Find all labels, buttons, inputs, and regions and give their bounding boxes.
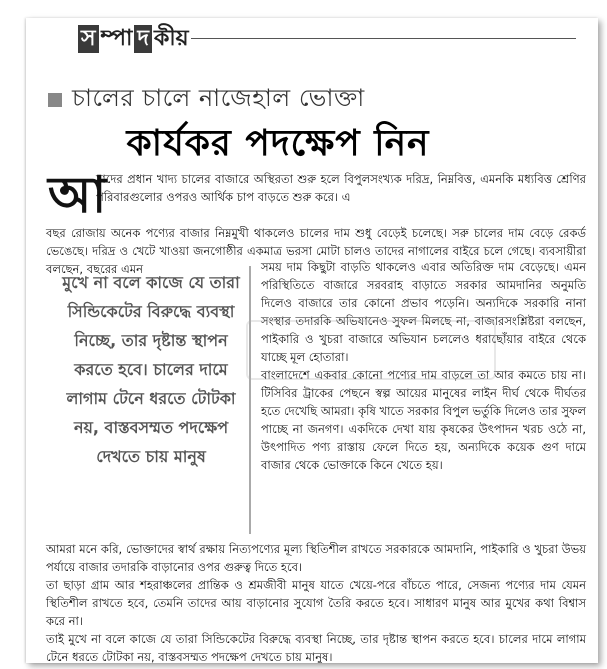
paragraph-4: আমরা মনে করি, ভোক্তাদের স্বার্থ রক্ষায় নিত্যপণ্যের মূল্য স্থিতিশীল রাখতে সরকারকে আমদানি, পাইকারি ও খুচরা উভয় পর্যায়ে বাজার তদারকি বাড়ানোর ওপর গুরুত্ব দিতে হবে।	[46, 542, 586, 574]
dropcap: আ	[48, 166, 107, 224]
section-header-part: কীয়	[153, 26, 189, 51]
editorial-page	[26, 18, 598, 663]
pull-quote-rule	[249, 266, 251, 534]
pull-quote: মুখে না বলে কাজে যে তারা সিন্ডিকেটের বিরুদ্ধে ব্যবস্থা নিচ্ছে, তার দৃষ্টান্ত স্থাপন করতে হবে। চালের দামে লাগাম টেনে ধরতে টোটকা নয়, বাস্তবসম্মত পদক্ষেপ দেখতে চায় মানুষ	[62, 273, 240, 466]
paragraph-2: সময় দাম কিছুটা বাড়তি থাকলেও এবার অতিরিক্ত দাম বেড়েছে। এমন পরিস্থিতিতে বাজারে সরবরাহ বাড়াতে সরকার আমদানির অনুমতি দিলেও বাজারে তার কোনো প্রভাব পড়েনি। অন্যদিকে সরকারি নানা সংস্থার তদারকি অভিযানেও সুফল মিলছে না, বাজারসংশ্লিষ্টরা বলছেন, পাইকারি ও খুচরা বাজারে অভিযান চললেও ধরাছোঁয়ার বাইরে থেকে যাচ্ছে মূল হোতারা।	[261, 260, 586, 364]
bottom-text	[46, 540, 586, 663]
paragraph-5: তা ছাড়া গ্রাম আর শহরাঞ্চলের প্রান্তিক ও শ্রমজীবী মানুষ যাতে খেয়ে-পরে বাঁচতে পারে, সেজন্য পণ্যের দাম যেমন স্থিতিশীল রাখতে হবে, তেমনি তাদের আয় বাড়ানোর সুযোগ তৈরি করতে হবে। সাধারণ মানুষ আর মুখের কথা বিশ্বাস করে না।	[46, 578, 586, 628]
section-header	[78, 24, 191, 54]
section-header-part: ম্পা	[100, 26, 133, 51]
headline: কার্যকর পদক্ষেপ নিন	[126, 123, 430, 164]
header-rule	[176, 38, 576, 39]
kicker-square-icon	[48, 93, 62, 107]
paragraph-1-first: মাদের প্রধান খাদ্য চালের বাজারে অস্থিরতা শুরু হলে বিপুলসংখ্যক দরিদ্র, নিম্নবিত্ত, এমনকি মধ্যবিত্ত শ্রেণির পরিবারগুলোর ওপরও আর্থিক চাপ বাড়তে শুরু করে। এ	[96, 172, 586, 204]
paragraph-1-rest: বছর রোজায় অনেক পণ্যের বাজার নিম্নমুখী থাকলেও চালের দাম শুধু বেড়েই চলেছে। সরু চালের দাম বেড়ে রেকর্ড ভেঙেছে। দরিদ্র ও খেটে খাওয়া জনগোষ্ঠীর একমাত্র ভরসা মোটা চালও তাদের নাগালের বাইরে চলে গেছে। ব্যবসায়ীরা বলছেন, বছরের এমন	[46, 226, 586, 276]
paragraph-6: তাই মুখে না বলে কাজে যে তারা সিন্ডিকেটের বিরুদ্ধে ব্যবস্থা নিচ্ছে, তার দৃষ্টান্ত স্থাপন করতে হবে। চালের দামে লাগাম টেনে ধরতে টোটকা নয়, বাস্তবসম্মত পদক্ষেপ দেখতে চায় মানুষ।	[46, 632, 586, 663]
kicker-text: চালের চালে নাজেহাল ভোক্তা	[72, 84, 365, 112]
paragraph-3: বাংলাদেশে একবার কোনো পণ্যের দাম বাড়লে তা আর কমতে চায় না। টিসিবির ট্রাকের পেছনে স্বল্প আয়ের মানুষের লাইন দীর্ঘ থেকে দীর্ঘতর হতে দেখেছি আমরা। কৃষি খাতে সরকার বিপুল ভর্তুকি দিলেও তার সুফল পাচ্ছে না জনগণ। একদিকে দেখা যায় কৃষকের উৎপাদন খরচ ওঠে না, উৎপাদিত পণ্য রাস্তায় ফেলে দিতে হয়, অন্যদিকে কয়েক গুণ দামে বাজার থেকে ভোক্তাকে কিনে খেতে হয়।	[261, 368, 586, 472]
kicker	[48, 80, 365, 120]
watermark-logo	[246, 320, 496, 380]
section-header-part: স	[78, 25, 99, 53]
section-header-part: দ	[134, 25, 152, 53]
